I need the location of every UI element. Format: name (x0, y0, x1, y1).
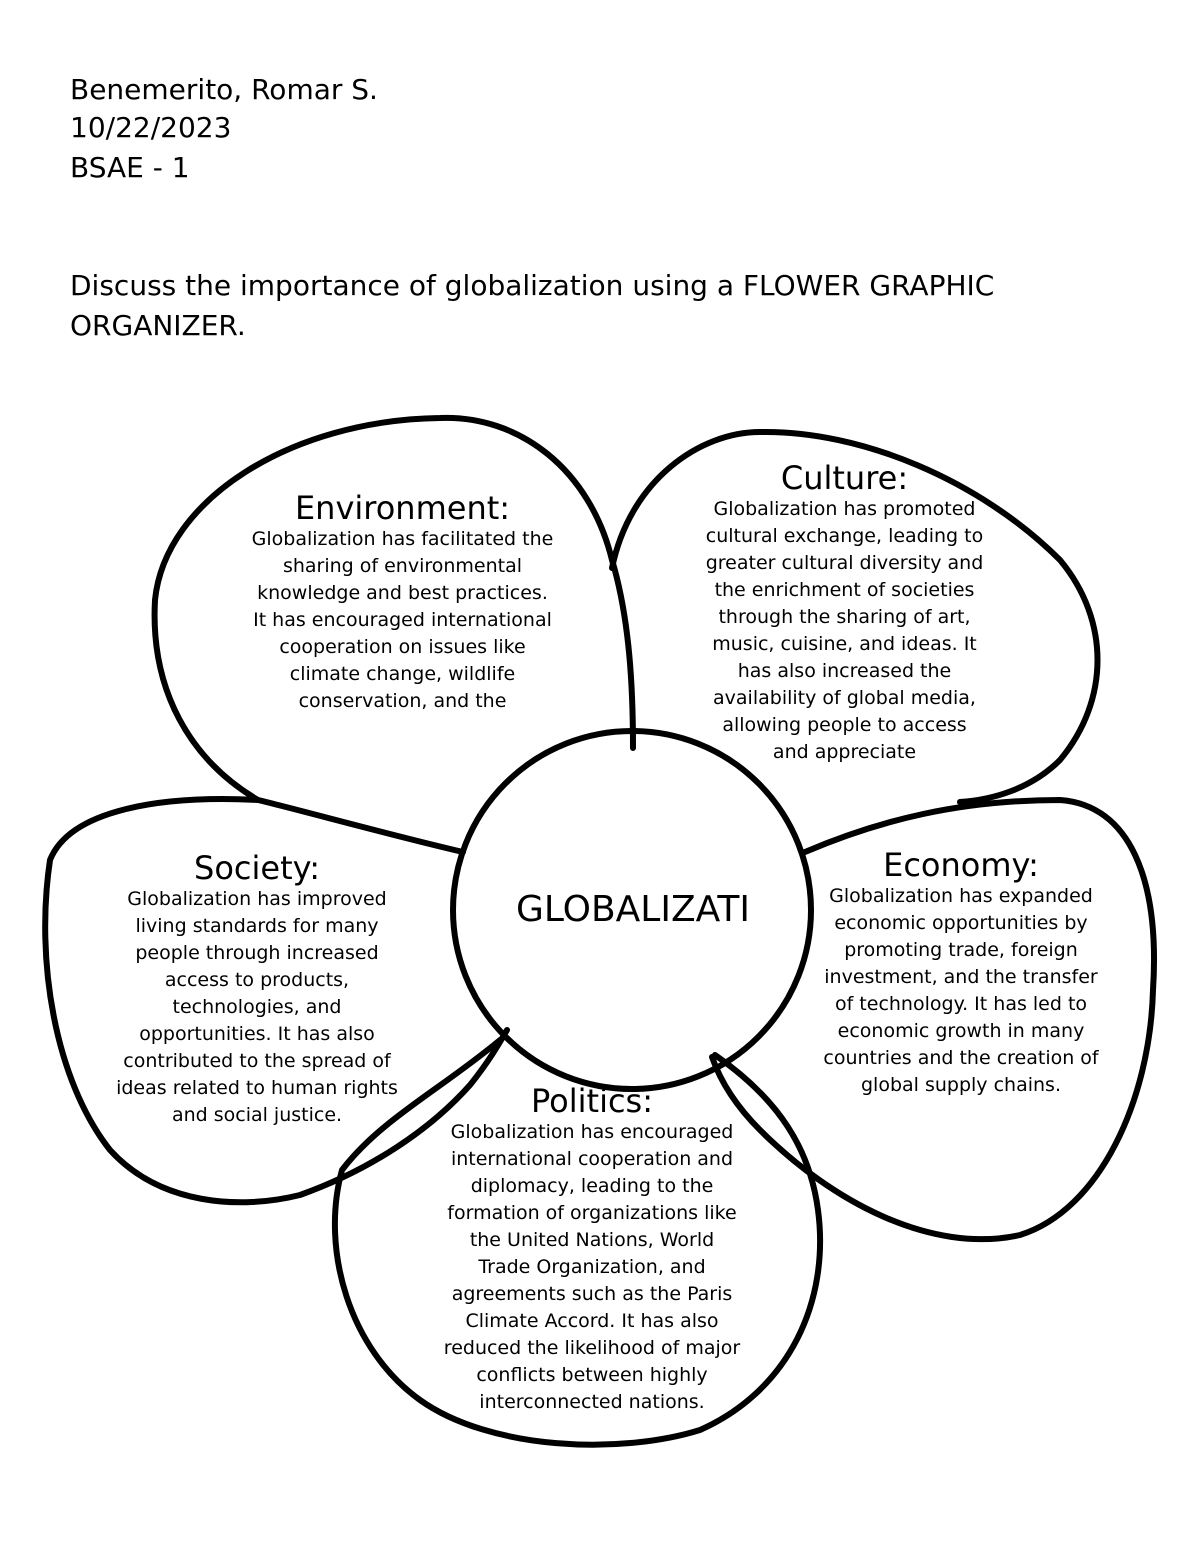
economy-text: Globalization has expanded economic opportunities by promoting trade, foreign investment, and the transfer of technology. It has led to economic growth in many countries and the creation of global supply chains. (823, 885, 1099, 1096)
student-name: Benemerito, Romar S. (70, 73, 378, 106)
culture-text: Globalization has promoted cultural exchange, leading to greater cultural diversity and the enrichment of societies through the sharing of art, music, cuisine, and ideas. It has also increased the availability of global media, allowing people to access and appreciate (705, 498, 984, 763)
culture-section (702, 460, 987, 822)
politics-text: Globalization has encouraged international cooperation and diplomacy, leading to the formation of organizations like the United Nations, World Trade Organization, and agreements such as the Paris Climate Accord. It has also reduced the likelihood of major conflicts between highly interconnected nations. (443, 1121, 741, 1413)
environment-text: Globalization has facilitated the sharing of environmental knowledge and best practices. It has encouraged international cooperation on issues like climate change, wildlife conservation, and the (251, 528, 554, 712)
course: BSAE - 1 (70, 151, 190, 184)
politics-title: Politics: (531, 1083, 653, 1120)
society-text: Globalization has improved living standards for many people through increased access to products, technologies, and opportunities. It has also contributed to the spread of ideas related to human rights and social justice. (116, 888, 398, 1126)
environment-section (250, 490, 555, 747)
economy-section (815, 847, 1107, 1143)
date: 10/22/2023 (70, 111, 232, 144)
environment-title: Environment: (294, 490, 511, 527)
culture-title: Culture: (780, 460, 909, 497)
economy-title: Economy: (883, 847, 1039, 884)
politics-section (442, 1083, 742, 1460)
society-title: Society: (194, 850, 320, 887)
society-section (110, 850, 404, 1146)
center-title: GLOBALIZATI (515, 889, 751, 930)
assignment-prompt: Discuss the importance of globalization using a FLOWER GRAPHIC ORGANIZER. (70, 269, 995, 342)
